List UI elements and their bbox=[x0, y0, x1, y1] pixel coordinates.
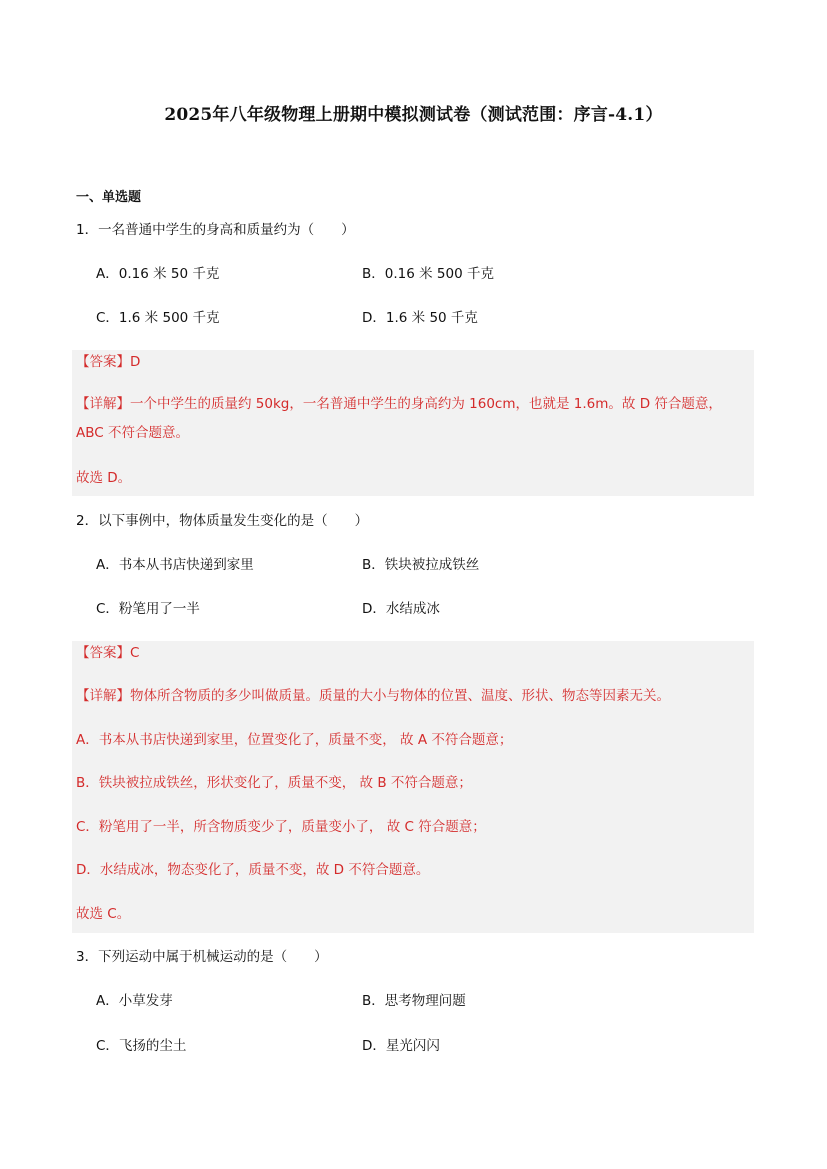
question-2-option-c: C．粉笔用了一半 bbox=[96, 601, 200, 617]
question-2-explanation-a: A．书本从书店快递到家里，位置变化了，质量不变， 故 A 不符合题意； bbox=[76, 732, 513, 748]
question-2-option-d: D．水结成冰 bbox=[362, 601, 440, 617]
question-2-option-a: A．书本从书店快递到家里 bbox=[96, 557, 254, 573]
question-1-option-b: B．0.16 米 500 千克 bbox=[362, 266, 494, 282]
question-2-conclusion: 故选 C。 bbox=[76, 906, 131, 922]
question-2-explanation-d: D．水结成冰，物态变化了，质量不变，故 D 不符合题意。 bbox=[76, 862, 430, 878]
question-1-explanation: 【详解】一个中学生的质量约 50kg，一名普通中学生的身高约为 160cm，也就是 1.6m。故 D 符合题意，ABC 不符合题意。 bbox=[76, 396, 722, 441]
question-1-answer-box bbox=[72, 350, 754, 496]
question-3-option-a: A．小草发芽 bbox=[96, 993, 173, 1009]
question-1-option-c: C．1.6 米 500 千克 bbox=[96, 310, 220, 326]
question-2-option-b: B．铁块被拉成铁丝 bbox=[362, 557, 480, 573]
question-2-explanation-b: B．铁块被拉成铁丝，形状变化了，质量不变， 故 B 不符合题意； bbox=[76, 775, 472, 791]
question-2-explanation-c: C．粉笔用了一半，所含物质变少了，质量变小了， 故 C 符合题意； bbox=[76, 819, 486, 835]
question-1-stem: 1．一名普通中学生的身高和质量约为（ ） bbox=[76, 222, 355, 238]
question-1-option-a: A．0.16 米 50 千克 bbox=[96, 266, 220, 282]
question-2-answer: 【答案】C bbox=[76, 645, 140, 661]
exam-title: 2025年八年级物理上册期中模拟测试卷（测试范围：序言-4.1） bbox=[164, 105, 663, 125]
question-1-conclusion: 故选 D。 bbox=[76, 470, 132, 486]
question-3-option-b: B．思考物理问题 bbox=[362, 993, 466, 1009]
question-2-answer-box bbox=[72, 641, 754, 933]
question-3-stem: 3．下列运动中属于机械运动的是（ ） bbox=[76, 949, 328, 965]
question-2-stem: 2．以下事例中，物体质量发生变化的是（ ） bbox=[76, 513, 369, 529]
section-heading: 一、单选题 bbox=[76, 190, 142, 205]
question-2-explanation: 【详解】物体所含物质的多少叫做质量。质量的大小与物体的位置、温度、形状、物态等因素无关。 bbox=[76, 688, 670, 704]
question-1-option-d: D．1.6 米 50 千克 bbox=[362, 310, 478, 326]
question-3-option-d: D．星光闪闪 bbox=[362, 1038, 440, 1054]
question-1-answer: 【答案】D bbox=[76, 354, 141, 370]
question-3-option-c: C．飞扬的尘土 bbox=[96, 1038, 187, 1054]
